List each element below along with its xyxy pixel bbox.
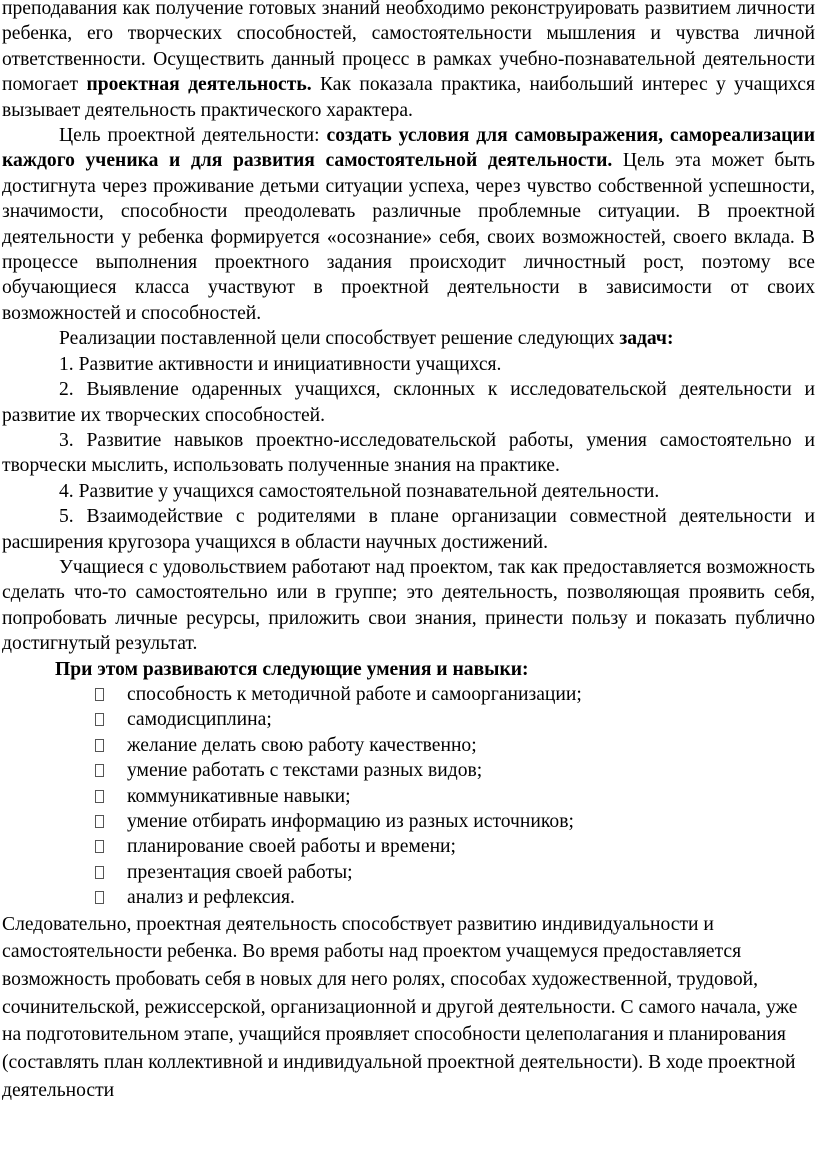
task-item: 3. Развитие навыков проектно-исследовательской работы, умения самостоятельно и творчески мыслить, использовать полученные знания на практике. [2,429,815,477]
skill-text: презентация своей работы; [127,861,353,883]
paragraph-goal [2,123,815,326]
paragraph-tasks-intro-text: Реализации поставленной цели способствует решение следующих [59,328,620,350]
bullet-icon [95,713,104,726]
paragraph-goal-bold: создать условия для самовыражения, самореализации каждого ученика и для развития самостоятельной деятельности. [2,125,815,172]
paragraph-tasks-intro [2,326,815,351]
skill-text: способность к методичной работе и самоорганизации; [127,683,582,705]
skill-item [2,733,815,758]
skill-item [2,834,815,859]
paragraph-intro-bold: проектная деятельность. [86,74,312,96]
skills-list [2,682,815,911]
skills-heading: При этом развиваются следующие умения и навыки: [55,658,529,680]
skill-item [2,707,815,732]
paragraph-intro-text-a: преподавания как получение готовых знаний необходимо реконструировать развитием личности ребенка, его творческих способностей, самостоятельности мышления и чувства личной ответственности. Осуществить данный процесс в рамках учебно-познавательной деятельности помогает [2,0,815,96]
paragraph-conclusion: Следовательно, проектная деятельность способствует развитию индивидуальности и самостоятельности ребенка. Во время работы над проектом учащемуся предоставляется возможность пробовать себя в новых для него ролях, способах художественной, трудовой, сочинительской, режиссерской, организационной и другой деятельности. С самого начала, уже на подготовительном этапе, учащийся проявляет способности целеполагания и планирования (составлять план коллективной и индивидуальной проектной деятельности). В ходе проектной деятельности [2,913,798,1101]
skill-item [2,809,815,834]
skill-item [2,885,815,910]
bullet-icon [95,739,104,752]
bullet-icon [95,764,104,777]
skill-text: планирование своей работы и времени; [127,836,456,858]
bullet-icon [95,688,104,701]
paragraph-intro-text-b: Как показала практика, наибольший интерес у учащихся вызывает деятельность практического характера. [2,74,815,121]
skill-text: самодисциплина; [127,709,272,731]
bullet-icon [95,891,104,904]
skill-text: желание делать свою работу качественно; [127,734,477,756]
skill-item [2,860,815,885]
task-item: 5. Взаимодействие с родителями в плане организации совместной деятельности и расширения кругозора учащихся в области научных достижений. [2,506,815,553]
paragraph-tasks-intro-bold: задач: [619,328,674,350]
bullet-icon [95,840,104,853]
skill-item [2,682,815,707]
bullet-icon [95,866,104,879]
skill-item [2,784,815,809]
bullet-icon [95,815,104,828]
conclusion-block [2,911,815,1105]
paragraph-intro [2,0,815,123]
paragraph-goal-text-b: Цель эта может быть достигнута через проживание детьми ситуации успеха, через чувство собственной успешности, значимости, способности преодолевать различные проблемные ситуации. В проектной деятельности у ребенка формируется «осознание» себя, своих возможностей, своего вклада. В процессе выполнения проектного задания происходит личностный рост, поэтому все обучающиеся класса участвуют в проектной деятельности в зависимости от своих возможностей и способностей. [2,150,815,324]
skill-item [2,758,815,783]
task-item: 2. Выявление одаренных учащихся, склонных к исследовательской деятельности и развитие их творческих способностей. [2,379,815,426]
task-item: 4. Развитие у учащихся самостоятельной познавательной деятельности. [59,480,660,502]
skill-text: умение отбирать информацию из разных источников; [127,811,574,832]
bullet-icon [95,790,104,803]
skill-text: анализ и рефлексия. [127,887,295,909]
skill-text: коммуникативные навыки; [127,785,351,807]
document-body [2,0,815,1105]
paragraph-goal-text-a: Цель проектной деятельности: [59,125,327,147]
paragraph-students: Учащиеся с удовольствием работают над проектом, так как предоставляется возможность сделать что-то самостоятельно или в группе; это деятельность, позволяющая проявить себя, попробовать личные ресурсы, приложить свои знания, принести пользу и показать публично достигнутый результат. [2,556,815,655]
task-item: 1. Развитие активности и инициативности учащихся. [59,353,502,375]
skill-text: умение работать с текстами разных видов; [127,760,483,782]
